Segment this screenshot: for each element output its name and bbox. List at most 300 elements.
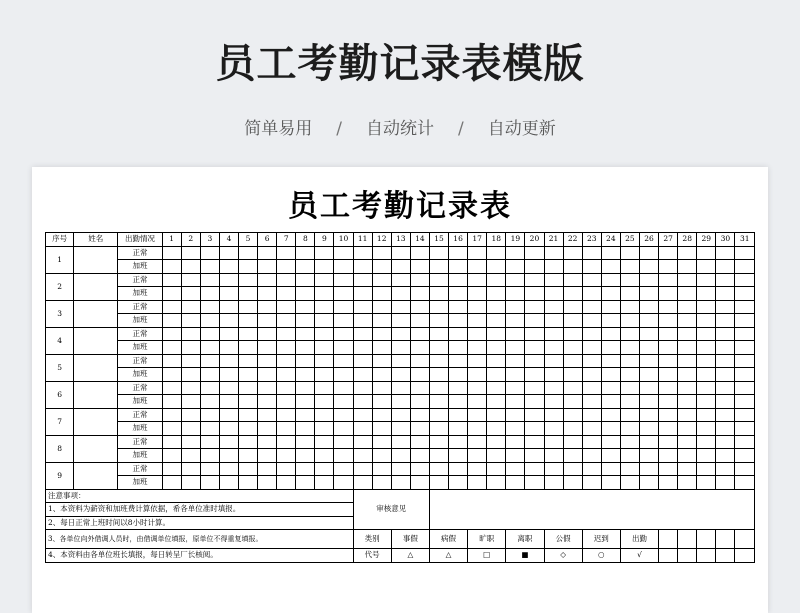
attendance-cell[interactable] [334, 422, 353, 436]
attendance-cell[interactable] [582, 462, 601, 476]
attendance-cell[interactable] [239, 327, 258, 341]
attendance-cell[interactable] [678, 300, 697, 314]
attendance-cell[interactable] [716, 287, 735, 301]
attendance-cell[interactable] [468, 462, 487, 476]
attendance-cell[interactable] [162, 449, 181, 463]
attendance-cell[interactable] [219, 395, 238, 409]
attendance-cell[interactable] [200, 287, 219, 301]
attendance-cell[interactable] [601, 395, 620, 409]
attendance-cell[interactable] [296, 395, 315, 409]
attendance-cell[interactable] [678, 260, 697, 274]
attendance-cell[interactable] [678, 246, 697, 260]
attendance-cell[interactable] [620, 327, 639, 341]
attendance-cell[interactable] [219, 273, 238, 287]
attendance-cell[interactable] [219, 368, 238, 382]
attendance-cell[interactable] [277, 246, 296, 260]
attendance-cell[interactable] [601, 273, 620, 287]
attendance-cell[interactable] [372, 260, 391, 274]
attendance-cell[interactable] [372, 462, 391, 476]
attendance-cell[interactable] [639, 287, 658, 301]
attendance-cell[interactable] [639, 476, 658, 490]
attendance-cell[interactable] [697, 435, 716, 449]
attendance-cell[interactable] [468, 395, 487, 409]
attendance-cell[interactable] [277, 368, 296, 382]
attendance-cell[interactable] [582, 246, 601, 260]
attendance-cell[interactable] [391, 422, 410, 436]
attendance-cell[interactable] [162, 300, 181, 314]
attendance-cell[interactable] [563, 354, 582, 368]
attendance-cell[interactable] [449, 314, 468, 328]
attendance-cell[interactable] [277, 354, 296, 368]
attendance-cell[interactable] [277, 435, 296, 449]
attendance-cell[interactable] [372, 395, 391, 409]
review-area[interactable] [429, 489, 754, 530]
attendance-cell[interactable] [716, 246, 735, 260]
attendance-cell[interactable] [716, 381, 735, 395]
attendance-cell[interactable] [258, 368, 277, 382]
attendance-cell[interactable] [601, 260, 620, 274]
attendance-cell[interactable] [582, 476, 601, 490]
attendance-cell[interactable] [200, 462, 219, 476]
attendance-cell[interactable] [563, 314, 582, 328]
attendance-cell[interactable] [200, 476, 219, 490]
attendance-cell[interactable] [525, 476, 544, 490]
attendance-cell[interactable] [506, 435, 525, 449]
attendance-cell[interactable] [506, 314, 525, 328]
attendance-cell[interactable] [639, 327, 658, 341]
attendance-cell[interactable] [162, 287, 181, 301]
attendance-cell[interactable] [162, 246, 181, 260]
attendance-cell[interactable] [620, 408, 639, 422]
attendance-cell[interactable] [468, 246, 487, 260]
attendance-cell[interactable] [659, 341, 678, 355]
attendance-cell[interactable] [716, 273, 735, 287]
attendance-cell[interactable] [315, 341, 334, 355]
attendance-cell[interactable] [181, 273, 200, 287]
attendance-cell[interactable] [735, 273, 755, 287]
attendance-cell[interactable] [239, 354, 258, 368]
attendance-cell[interactable] [659, 300, 678, 314]
attendance-cell[interactable] [200, 300, 219, 314]
attendance-cell[interactable] [468, 368, 487, 382]
attendance-cell[interactable] [506, 246, 525, 260]
attendance-cell[interactable] [525, 260, 544, 274]
attendance-cell[interactable] [277, 300, 296, 314]
attendance-cell[interactable] [277, 462, 296, 476]
attendance-cell[interactable] [582, 273, 601, 287]
attendance-cell[interactable] [258, 300, 277, 314]
attendance-cell[interactable] [277, 408, 296, 422]
attendance-cell[interactable] [219, 381, 238, 395]
attendance-cell[interactable] [697, 287, 716, 301]
employee-name-cell[interactable] [74, 462, 118, 489]
attendance-cell[interactable] [391, 246, 410, 260]
attendance-cell[interactable] [410, 476, 429, 490]
attendance-cell[interactable] [449, 395, 468, 409]
attendance-cell[interactable] [506, 368, 525, 382]
attendance-cell[interactable] [620, 381, 639, 395]
employee-name-cell[interactable] [74, 327, 118, 354]
attendance-cell[interactable] [391, 449, 410, 463]
attendance-cell[interactable] [353, 246, 372, 260]
attendance-cell[interactable] [162, 314, 181, 328]
attendance-cell[interactable] [239, 449, 258, 463]
attendance-cell[interactable] [429, 435, 448, 449]
attendance-cell[interactable] [468, 273, 487, 287]
attendance-cell[interactable] [353, 341, 372, 355]
attendance-cell[interactable] [563, 476, 582, 490]
attendance-cell[interactable] [735, 476, 755, 490]
attendance-cell[interactable] [487, 287, 506, 301]
attendance-cell[interactable] [315, 435, 334, 449]
attendance-cell[interactable] [544, 422, 563, 436]
attendance-cell[interactable] [200, 327, 219, 341]
attendance-cell[interactable] [239, 422, 258, 436]
attendance-cell[interactable] [315, 273, 334, 287]
attendance-cell[interactable] [563, 300, 582, 314]
attendance-cell[interactable] [735, 381, 755, 395]
attendance-cell[interactable] [449, 462, 468, 476]
employee-name-cell[interactable] [74, 354, 118, 381]
attendance-cell[interactable] [544, 246, 563, 260]
legend-blank[interactable] [716, 549, 735, 563]
attendance-cell[interactable] [449, 246, 468, 260]
attendance-cell[interactable] [601, 462, 620, 476]
attendance-cell[interactable] [391, 314, 410, 328]
attendance-cell[interactable] [678, 314, 697, 328]
attendance-cell[interactable] [258, 327, 277, 341]
attendance-cell[interactable] [296, 368, 315, 382]
attendance-cell[interactable] [372, 354, 391, 368]
attendance-cell[interactable] [449, 368, 468, 382]
attendance-cell[interactable] [181, 260, 200, 274]
attendance-cell[interactable] [468, 449, 487, 463]
legend-blank[interactable] [716, 530, 735, 549]
attendance-cell[interactable] [468, 287, 487, 301]
attendance-cell[interactable] [410, 449, 429, 463]
attendance-cell[interactable] [372, 381, 391, 395]
attendance-cell[interactable] [601, 368, 620, 382]
attendance-cell[interactable] [449, 354, 468, 368]
attendance-cell[interactable] [162, 341, 181, 355]
attendance-cell[interactable] [239, 260, 258, 274]
attendance-cell[interactable] [544, 368, 563, 382]
attendance-cell[interactable] [659, 327, 678, 341]
attendance-cell[interactable] [620, 246, 639, 260]
attendance-cell[interactable] [372, 341, 391, 355]
attendance-cell[interactable] [162, 327, 181, 341]
attendance-cell[interactable] [391, 287, 410, 301]
attendance-cell[interactable] [563, 246, 582, 260]
attendance-cell[interactable] [258, 354, 277, 368]
attendance-cell[interactable] [487, 273, 506, 287]
attendance-cell[interactable] [200, 381, 219, 395]
legend-blank[interactable] [735, 549, 755, 563]
attendance-cell[interactable] [391, 260, 410, 274]
attendance-cell[interactable] [639, 462, 658, 476]
attendance-cell[interactable] [620, 287, 639, 301]
attendance-cell[interactable] [563, 327, 582, 341]
attendance-cell[interactable] [258, 273, 277, 287]
attendance-cell[interactable] [239, 341, 258, 355]
attendance-cell[interactable] [525, 395, 544, 409]
attendance-cell[interactable] [678, 341, 697, 355]
attendance-cell[interactable] [697, 368, 716, 382]
attendance-cell[interactable] [429, 449, 448, 463]
attendance-cell[interactable] [200, 354, 219, 368]
attendance-cell[interactable] [219, 260, 238, 274]
attendance-cell[interactable] [315, 300, 334, 314]
attendance-cell[interactable] [277, 273, 296, 287]
attendance-cell[interactable] [429, 273, 448, 287]
attendance-cell[interactable] [429, 368, 448, 382]
attendance-cell[interactable] [620, 341, 639, 355]
attendance-cell[interactable] [735, 354, 755, 368]
attendance-cell[interactable] [525, 368, 544, 382]
attendance-cell[interactable] [716, 476, 735, 490]
attendance-cell[interactable] [391, 341, 410, 355]
attendance-cell[interactable] [601, 246, 620, 260]
attendance-cell[interactable] [582, 381, 601, 395]
legend-blank[interactable] [678, 530, 697, 549]
attendance-cell[interactable] [563, 381, 582, 395]
attendance-cell[interactable] [391, 408, 410, 422]
attendance-cell[interactable] [162, 368, 181, 382]
attendance-cell[interactable] [277, 287, 296, 301]
attendance-cell[interactable] [601, 287, 620, 301]
attendance-cell[interactable] [525, 314, 544, 328]
attendance-cell[interactable] [639, 354, 658, 368]
attendance-cell[interactable] [639, 381, 658, 395]
attendance-cell[interactable] [468, 435, 487, 449]
attendance-cell[interactable] [468, 300, 487, 314]
attendance-cell[interactable] [735, 422, 755, 436]
attendance-cell[interactable] [239, 408, 258, 422]
attendance-cell[interactable] [639, 300, 658, 314]
attendance-cell[interactable] [162, 395, 181, 409]
attendance-cell[interactable] [162, 381, 181, 395]
attendance-cell[interactable] [620, 273, 639, 287]
attendance-cell[interactable] [506, 395, 525, 409]
attendance-cell[interactable] [487, 435, 506, 449]
attendance-cell[interactable] [258, 314, 277, 328]
attendance-cell[interactable] [391, 368, 410, 382]
attendance-cell[interactable] [334, 260, 353, 274]
attendance-cell[interactable] [468, 476, 487, 490]
attendance-cell[interactable] [601, 341, 620, 355]
attendance-cell[interactable] [429, 314, 448, 328]
attendance-cell[interactable] [258, 381, 277, 395]
attendance-cell[interactable] [544, 462, 563, 476]
attendance-cell[interactable] [525, 435, 544, 449]
attendance-cell[interactable] [296, 422, 315, 436]
attendance-cell[interactable] [582, 368, 601, 382]
attendance-cell[interactable] [582, 395, 601, 409]
attendance-cell[interactable] [659, 246, 678, 260]
attendance-cell[interactable] [620, 300, 639, 314]
attendance-cell[interactable] [239, 395, 258, 409]
attendance-cell[interactable] [181, 246, 200, 260]
attendance-cell[interactable] [525, 449, 544, 463]
attendance-cell[interactable] [162, 476, 181, 490]
legend-blank[interactable] [659, 549, 678, 563]
attendance-cell[interactable] [620, 449, 639, 463]
attendance-cell[interactable] [315, 287, 334, 301]
attendance-cell[interactable] [239, 381, 258, 395]
attendance-cell[interactable] [353, 381, 372, 395]
attendance-cell[interactable] [735, 368, 755, 382]
attendance-cell[interactable] [716, 368, 735, 382]
attendance-cell[interactable] [659, 422, 678, 436]
attendance-cell[interactable] [219, 435, 238, 449]
attendance-cell[interactable] [678, 408, 697, 422]
attendance-cell[interactable] [639, 449, 658, 463]
attendance-cell[interactable] [353, 408, 372, 422]
attendance-cell[interactable] [296, 341, 315, 355]
attendance-cell[interactable] [258, 260, 277, 274]
employee-name-cell[interactable] [74, 381, 118, 408]
attendance-cell[interactable] [563, 395, 582, 409]
attendance-cell[interactable] [678, 273, 697, 287]
attendance-cell[interactable] [315, 476, 334, 490]
attendance-cell[interactable] [563, 260, 582, 274]
attendance-cell[interactable] [563, 341, 582, 355]
attendance-cell[interactable] [296, 246, 315, 260]
attendance-cell[interactable] [315, 381, 334, 395]
attendance-cell[interactable] [544, 287, 563, 301]
attendance-cell[interactable] [659, 354, 678, 368]
attendance-cell[interactable] [200, 368, 219, 382]
attendance-cell[interactable] [601, 300, 620, 314]
attendance-cell[interactable] [697, 381, 716, 395]
attendance-cell[interactable] [678, 449, 697, 463]
attendance-cell[interactable] [219, 314, 238, 328]
attendance-cell[interactable] [429, 381, 448, 395]
attendance-cell[interactable] [678, 422, 697, 436]
attendance-cell[interactable] [200, 449, 219, 463]
attendance-cell[interactable] [181, 300, 200, 314]
attendance-cell[interactable] [582, 260, 601, 274]
attendance-cell[interactable] [277, 381, 296, 395]
attendance-cell[interactable] [487, 327, 506, 341]
attendance-cell[interactable] [601, 381, 620, 395]
attendance-cell[interactable] [735, 449, 755, 463]
attendance-cell[interactable] [200, 341, 219, 355]
attendance-cell[interactable] [563, 287, 582, 301]
attendance-cell[interactable] [697, 273, 716, 287]
attendance-cell[interactable] [678, 354, 697, 368]
attendance-cell[interactable] [735, 408, 755, 422]
attendance-cell[interactable] [716, 395, 735, 409]
attendance-cell[interactable] [716, 449, 735, 463]
attendance-cell[interactable] [372, 449, 391, 463]
attendance-cell[interactable] [582, 300, 601, 314]
attendance-cell[interactable] [181, 476, 200, 490]
attendance-cell[interactable] [487, 300, 506, 314]
employee-name-cell[interactable] [74, 300, 118, 327]
attendance-cell[interactable] [219, 341, 238, 355]
attendance-cell[interactable] [449, 449, 468, 463]
attendance-cell[interactable] [639, 408, 658, 422]
attendance-cell[interactable] [468, 408, 487, 422]
attendance-cell[interactable] [429, 327, 448, 341]
attendance-cell[interactable] [162, 354, 181, 368]
attendance-cell[interactable] [239, 273, 258, 287]
attendance-cell[interactable] [620, 354, 639, 368]
attendance-cell[interactable] [391, 395, 410, 409]
attendance-cell[interactable] [353, 260, 372, 274]
attendance-cell[interactable] [544, 341, 563, 355]
attendance-cell[interactable] [544, 408, 563, 422]
attendance-cell[interactable] [639, 395, 658, 409]
attendance-cell[interactable] [296, 462, 315, 476]
attendance-cell[interactable] [162, 260, 181, 274]
attendance-cell[interactable] [449, 381, 468, 395]
attendance-cell[interactable] [239, 300, 258, 314]
attendance-cell[interactable] [181, 368, 200, 382]
attendance-cell[interactable] [296, 314, 315, 328]
attendance-cell[interactable] [659, 368, 678, 382]
attendance-cell[interactable] [219, 422, 238, 436]
attendance-cell[interactable] [410, 381, 429, 395]
attendance-cell[interactable] [487, 462, 506, 476]
attendance-cell[interactable] [410, 287, 429, 301]
attendance-cell[interactable] [697, 462, 716, 476]
legend-blank[interactable] [735, 530, 755, 549]
attendance-cell[interactable] [410, 327, 429, 341]
attendance-cell[interactable] [410, 462, 429, 476]
attendance-cell[interactable] [487, 408, 506, 422]
attendance-cell[interactable] [181, 327, 200, 341]
attendance-cell[interactable] [601, 354, 620, 368]
attendance-cell[interactable] [506, 381, 525, 395]
attendance-cell[interactable] [620, 435, 639, 449]
attendance-cell[interactable] [429, 395, 448, 409]
attendance-cell[interactable] [334, 449, 353, 463]
attendance-cell[interactable] [429, 341, 448, 355]
attendance-cell[interactable] [315, 462, 334, 476]
attendance-cell[interactable] [219, 287, 238, 301]
attendance-cell[interactable] [296, 287, 315, 301]
attendance-cell[interactable] [678, 287, 697, 301]
attendance-cell[interactable] [697, 354, 716, 368]
attendance-cell[interactable] [181, 422, 200, 436]
attendance-cell[interactable] [487, 476, 506, 490]
attendance-cell[interactable] [697, 314, 716, 328]
attendance-cell[interactable] [563, 368, 582, 382]
attendance-cell[interactable] [353, 422, 372, 436]
attendance-cell[interactable] [239, 476, 258, 490]
attendance-cell[interactable] [353, 476, 372, 490]
attendance-cell[interactable] [735, 435, 755, 449]
attendance-cell[interactable] [258, 341, 277, 355]
attendance-cell[interactable] [372, 476, 391, 490]
attendance-cell[interactable] [353, 273, 372, 287]
attendance-cell[interactable] [239, 246, 258, 260]
legend-blank[interactable] [678, 549, 697, 563]
attendance-cell[interactable] [391, 476, 410, 490]
attendance-cell[interactable] [544, 435, 563, 449]
attendance-cell[interactable] [429, 246, 448, 260]
attendance-cell[interactable] [697, 300, 716, 314]
attendance-cell[interactable] [620, 260, 639, 274]
attendance-cell[interactable] [582, 341, 601, 355]
attendance-cell[interactable] [391, 354, 410, 368]
attendance-cell[interactable] [506, 354, 525, 368]
attendance-cell[interactable] [372, 287, 391, 301]
attendance-cell[interactable] [544, 381, 563, 395]
attendance-cell[interactable] [525, 341, 544, 355]
